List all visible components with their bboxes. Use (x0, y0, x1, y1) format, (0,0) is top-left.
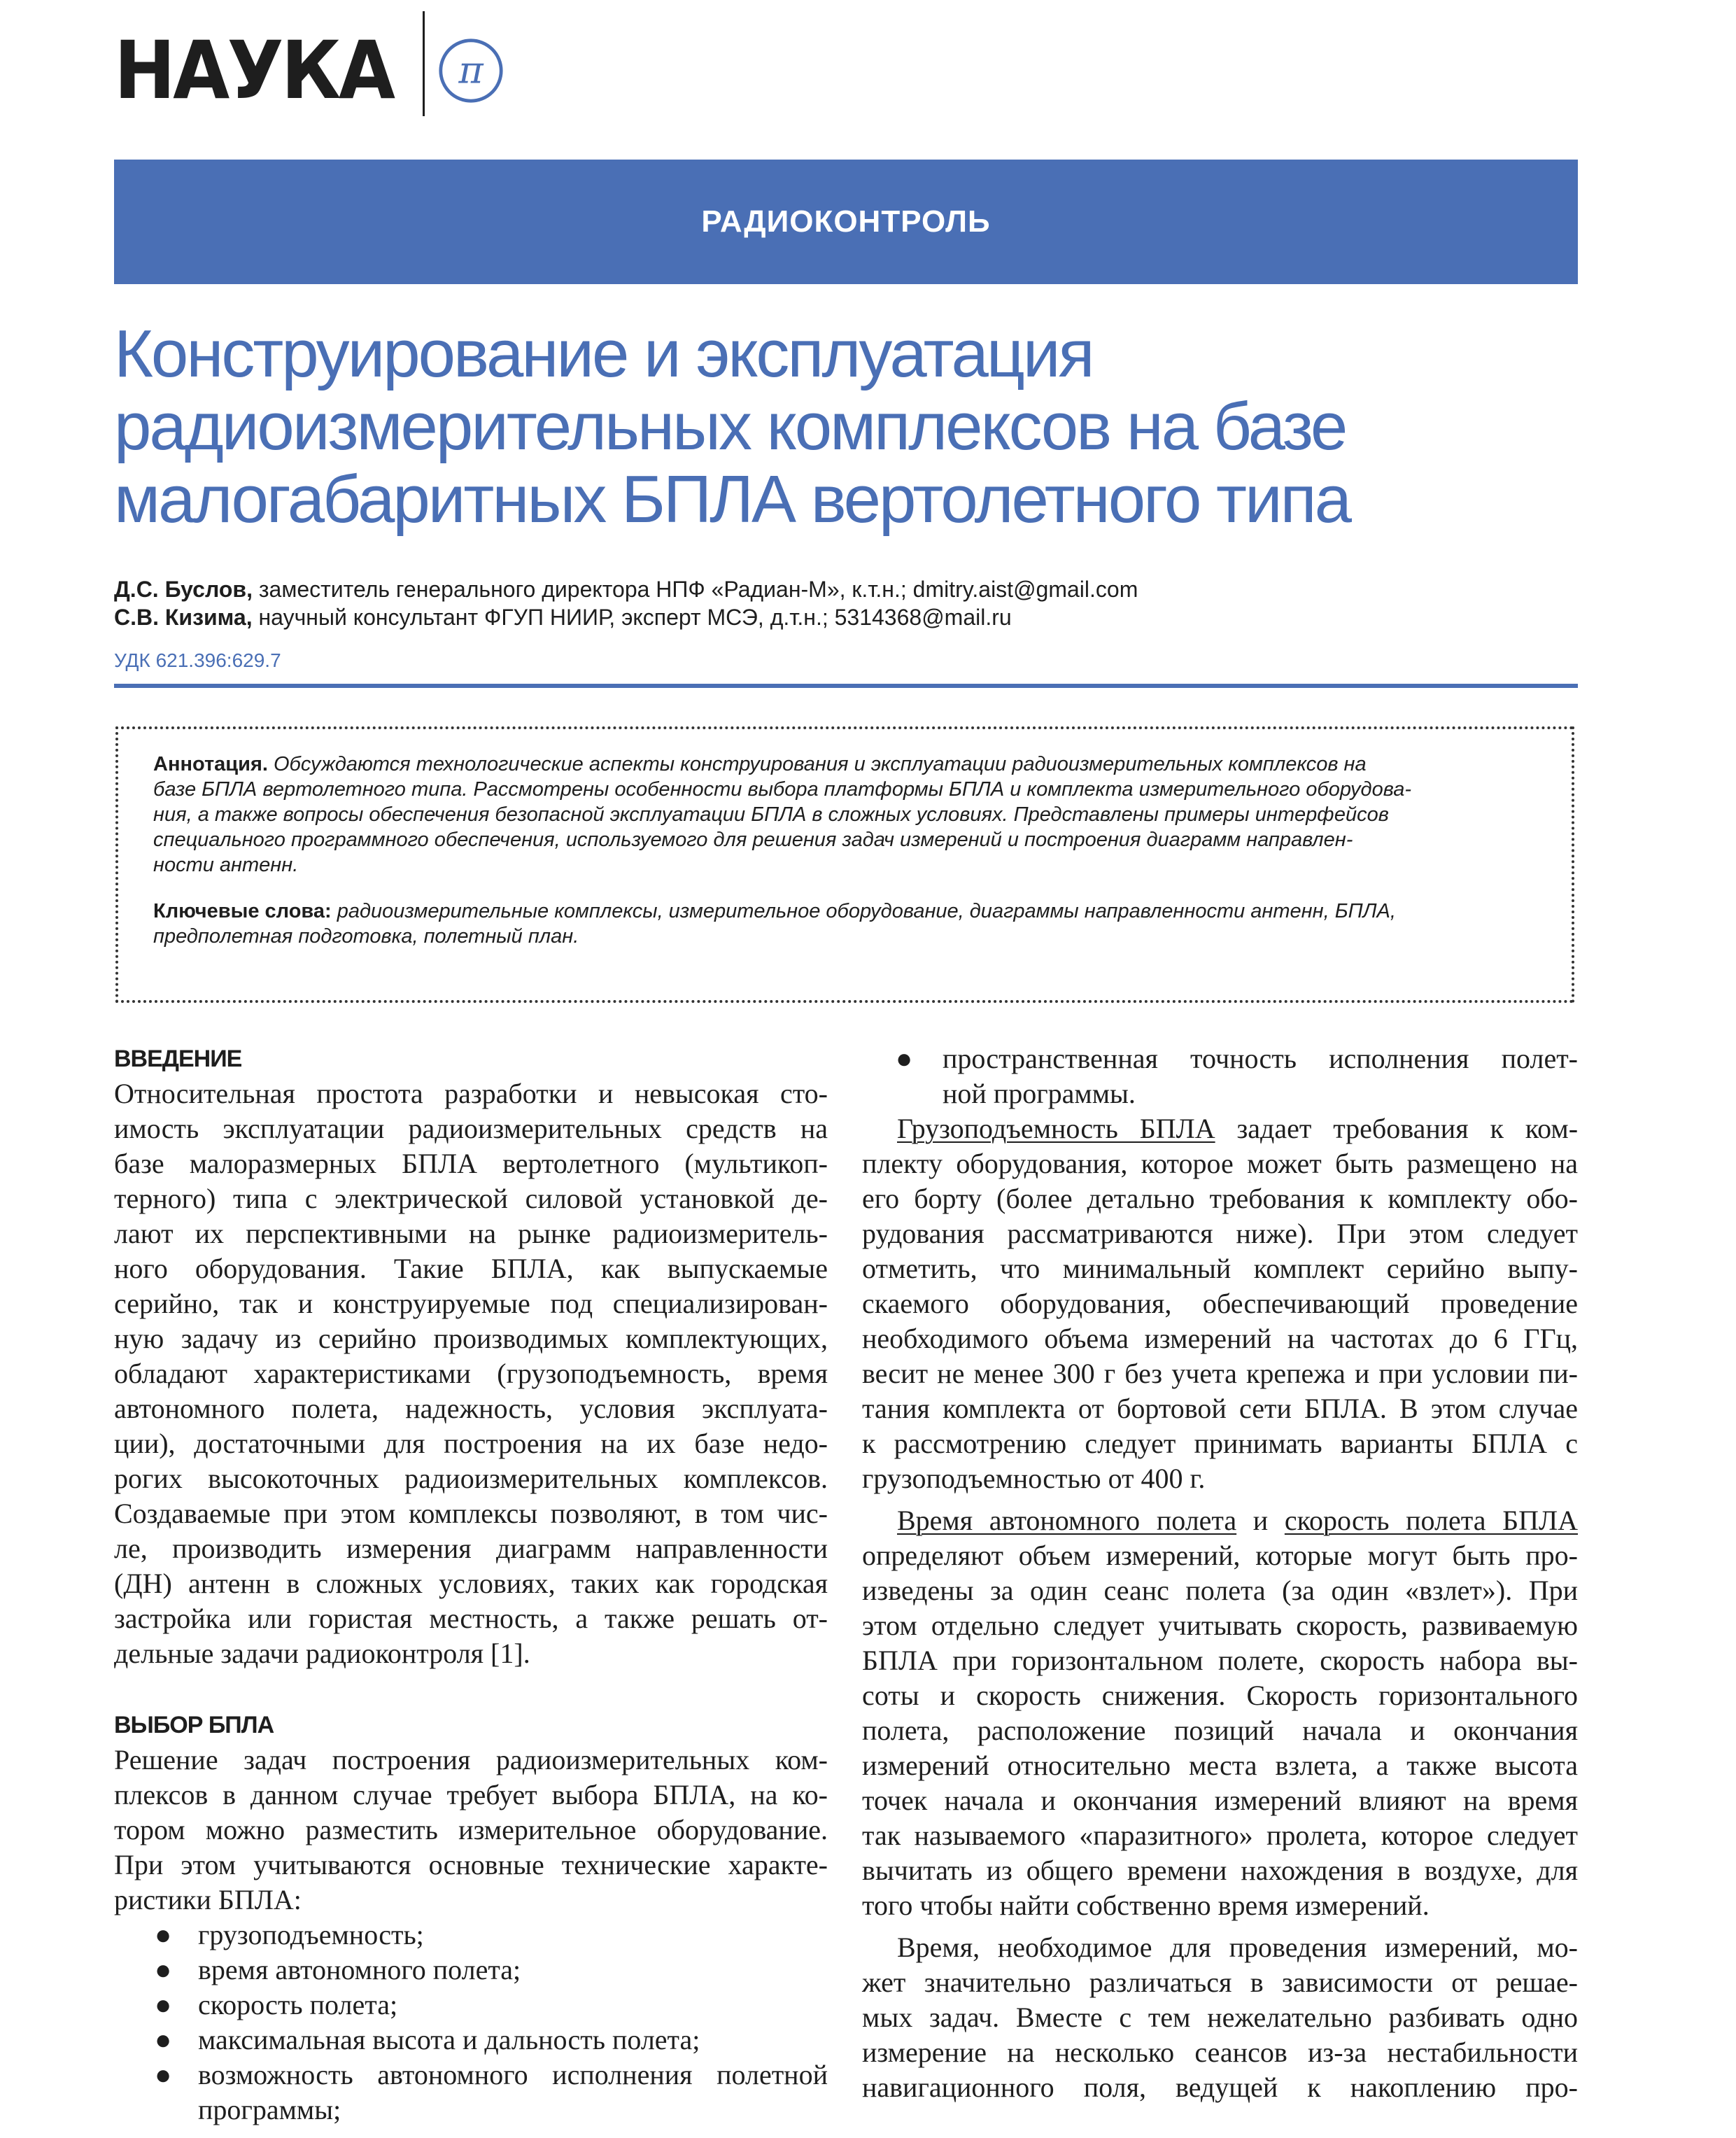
text-line: Создаваемые при этом комплексы позволяют, в том чис- (114, 1498, 828, 1529)
list-item-text: скорость полета; (198, 1989, 398, 2020)
abstract-line: ния, а также вопросы обеспечения безопасной эксплуатации БПЛА в сложных условиях. Представлены примеры интерфейсов (153, 803, 1389, 826)
bullet-icon: ● (155, 1989, 172, 2020)
logo-divider (423, 11, 425, 116)
text-line: плексов в данном случае требует выбора БПЛА, на ко- (114, 1779, 828, 1810)
list-item-text: время автономного полета; (198, 1954, 521, 1985)
characteristics-list (114, 1918, 828, 2128)
author-details: научный консультант ФГУП НИИР, эксперт МСЭ, д.т.н.; 5314368@mail.ru (252, 605, 1012, 630)
right-column (862, 1041, 1578, 2105)
text-line: точек начала и окончания измерений влияют на время (862, 1785, 1578, 1816)
list-item (114, 1988, 828, 2023)
keywords-line: предполетная подготовка, полетный план. (153, 925, 579, 948)
text-line: жет значительно различаться в зависимости от решае- (862, 1967, 1578, 1998)
text-line: вычитать из общего времени нахождения в воздухе, для (862, 1855, 1578, 1886)
text-line: необходимого объема измерений на частотах до 6 ГГц, (862, 1323, 1578, 1354)
article-title (114, 318, 1578, 536)
list-item (114, 1953, 828, 1988)
pi-icon (437, 37, 504, 104)
text-line: полета, расположение позиций начала и окончания (862, 1715, 1578, 1746)
author-details: заместитель генерального директора НПФ «Радиан-М», к.т.н.; dmitry.aist@gmail.com (252, 577, 1138, 602)
keywords (153, 899, 1537, 949)
section-name: РАДИОКОНТРОЛЬ (701, 204, 991, 239)
bullet-icon: ● (155, 1954, 172, 1985)
text-line: ного оборудования. Такие БПЛА, как выпускаемые (114, 1253, 828, 1284)
payload-paragraph (862, 1111, 1578, 1496)
text-line: к рассмотрению следует принимать варианты БПЛА с (862, 1428, 1578, 1459)
text-line: тором можно разместить измерительное оборудование. (114, 1814, 828, 1845)
list-item (862, 1041, 1578, 1111)
svg-text:π: π (458, 48, 484, 92)
list-item-text: ной программы. (943, 1078, 1136, 1109)
spacer (862, 1496, 1578, 1503)
text-line: (ДН) антенн в сложных условиях, таких как городская (114, 1568, 828, 1599)
journal-logo (114, 24, 504, 117)
abstract-label: Аннотация. (153, 753, 268, 775)
text-line: отметить, что минимальный комплект серийно выпу- (862, 1253, 1578, 1284)
list-item (114, 1918, 828, 1953)
measurement-time-paragraph (862, 1930, 1578, 2105)
text-line: изведены за один сеанс полета (за один «взлет»). При (862, 1575, 1578, 1606)
header-rule (114, 684, 1578, 688)
text-line: дельные задачи радиоконтроля [1]. (114, 1638, 530, 1669)
text-line: измерение на несколько сеансов из-за нестабильности (862, 2037, 1578, 2068)
author-name: С.В. Кизима, (114, 605, 253, 630)
abstract-line: ности антенн. (153, 854, 299, 876)
intro-paragraph (114, 1076, 828, 1671)
text-line: навигационного поля, ведущей к накоплению про- (862, 2072, 1578, 2103)
text-line: базе малоразмерных БПЛА вертолетного (мультикоп- (114, 1148, 828, 1179)
text-line: имость эксплуатации радиоизмерительных средств на (114, 1113, 828, 1144)
text-line: соты и скорость снижения. Скорость горизонтального (862, 1680, 1578, 1711)
text-line: определяют объем измерений, которые могут быть про- (862, 1540, 1578, 1571)
text-line: скаемого оборудования, обеспечивающий проведение (862, 1288, 1578, 1319)
bullet-icon: ● (896, 1043, 913, 1074)
list-item-text: возможность автономного исполнения полетной (198, 2059, 828, 2090)
text-line: застройка или гористая местность, а также решать от- (114, 1603, 828, 1634)
text-line: ции), достаточными для построения на их базе недо- (114, 1428, 828, 1459)
text-line: весит не менее 300 г без учета крепежа и при условии пи- (862, 1358, 1578, 1389)
text-line: БПЛА при горизонтальном полете, скорость набора вы- (862, 1645, 1578, 1676)
abstract-box (115, 726, 1574, 1003)
title-line: радиоизмерительных комплексов на базе (114, 389, 1346, 464)
flight-time-paragraph (862, 1503, 1578, 1923)
text-line: так называемого «паразитного» пролета, которое следует (862, 1820, 1578, 1851)
text-line: Решение задач построения радиоизмерительных ком- (114, 1744, 828, 1775)
logo-text: НАУКА (114, 24, 393, 117)
author-line (114, 603, 1578, 631)
text-line: При этом учитываются основные технические характе- (114, 1849, 828, 1880)
author-name: Д.С. Буслов, (114, 577, 253, 602)
text-line: грузоподъемностью от 400 г. (862, 1463, 1206, 1494)
text-line: Время, необходимое для проведения измерений, мо- (897, 1932, 1578, 1963)
title-line: Конструирование и эксплуатация (114, 316, 1093, 391)
spacer (862, 1923, 1578, 1930)
text-line: измерений относительно места взлета, а также высота (862, 1750, 1578, 1781)
text-line: ле, производить измерения диаграмм направленности (114, 1533, 828, 1564)
bullet-icon: ● (155, 2059, 172, 2090)
text-line: Относительная простота разработки и невысокая сто- (114, 1078, 828, 1109)
text-line: терного) типа с электрической силовой установкой де- (114, 1183, 828, 1214)
keywords-label: Ключевые слова: (153, 900, 332, 922)
list-item-text: максимальная высота и дальность полета; (198, 2024, 700, 2055)
text-line: ристики БПЛА: (114, 1884, 302, 1915)
choice-paragraph (114, 1743, 828, 1918)
bullet-icon: ● (155, 1919, 172, 1950)
spacer (114, 1671, 828, 1708)
bullet-icon: ● (155, 2024, 172, 2055)
abstract-line: специального программного обеспечения, используемого для решения задач измерений и построения диаграмм направлен- (153, 829, 1353, 851)
title-line: малогабаритных БПЛА вертолетного типа (114, 462, 1350, 537)
text-line: рогих высокоточных радиоизмерительных комплексов. (114, 1463, 828, 1494)
authors-block (114, 575, 1578, 631)
term-payload: Грузоподъемность БПЛА (897, 1113, 1215, 1144)
text-line: лают их перспективными на рынке радиоизмеритель- (114, 1218, 828, 1249)
text-line: ную задачу из серийно производимых комплектующих, (114, 1323, 828, 1354)
list-item-text: программы; (198, 2094, 341, 2125)
abstract-line: базе БПЛА вертолетного типа. Рассмотрены особенности выбора платформы БПЛА и комплекта измерительного оборудова- (153, 778, 1411, 801)
text-line: тания комплекта от бортовой сети БПЛА. В этом случае (862, 1393, 1578, 1424)
text-line: рудования рассматриваются ниже). При этом следует (862, 1218, 1578, 1249)
keywords-line: Ключевые слова: радиоизмерительные комплексы, измерительное оборудование, диаграммы направленности антенн, БПЛА, (153, 900, 1396, 922)
list-item-text: грузоподъемность; (198, 1919, 424, 1950)
author-line (114, 575, 1578, 603)
text-line: серийно, так и конструируемые под специализирован- (114, 1288, 828, 1319)
text-line: Грузоподъемность БПЛА задает требования к ком- (897, 1113, 1579, 1144)
text-line: плекту оборудования, которое может быть размещено на (862, 1148, 1578, 1179)
abstract (153, 752, 1537, 878)
text-line: его борту (более детально требования к комплекту обо- (862, 1183, 1578, 1214)
text-line: обладают характеристиками (грузоподъемность, время (114, 1358, 828, 1389)
text-line: мых задач. Вместе с тем нежелательно разбивать одно (862, 2002, 1578, 2033)
list-item (114, 2058, 828, 2128)
left-column (114, 1041, 828, 2128)
text-line: этом отдельно следует учитывать скорость, развиваемую (862, 1610, 1578, 1641)
text-line: Время автономного полета и скорость полета БПЛА (897, 1505, 1578, 1536)
text-line: того чтобы найти собственно время измерений. (862, 1890, 1430, 1921)
abstract-line: Аннотация. Обсуждаются технологические аспекты конструирования и эксплуатации радиоизмерительных комплексов на (153, 753, 1367, 775)
list-item-text: пространственная точность исполнения полет- (943, 1043, 1578, 1074)
list-item (114, 2023, 828, 2058)
udk-code: УДК 621.396:629.7 (114, 649, 281, 671)
section-heading-choice: ВЫБОР БПЛА (114, 1712, 274, 1738)
section-banner (114, 160, 1578, 284)
term-flight-speed: скорость полета БПЛА (1284, 1505, 1578, 1536)
text-line: автономного полета, надежность, условия эксплуата- (114, 1393, 828, 1424)
term-flight-time: Время автономного полета (897, 1505, 1237, 1536)
section-heading-intro: ВВЕДЕНИЕ (114, 1046, 242, 1072)
